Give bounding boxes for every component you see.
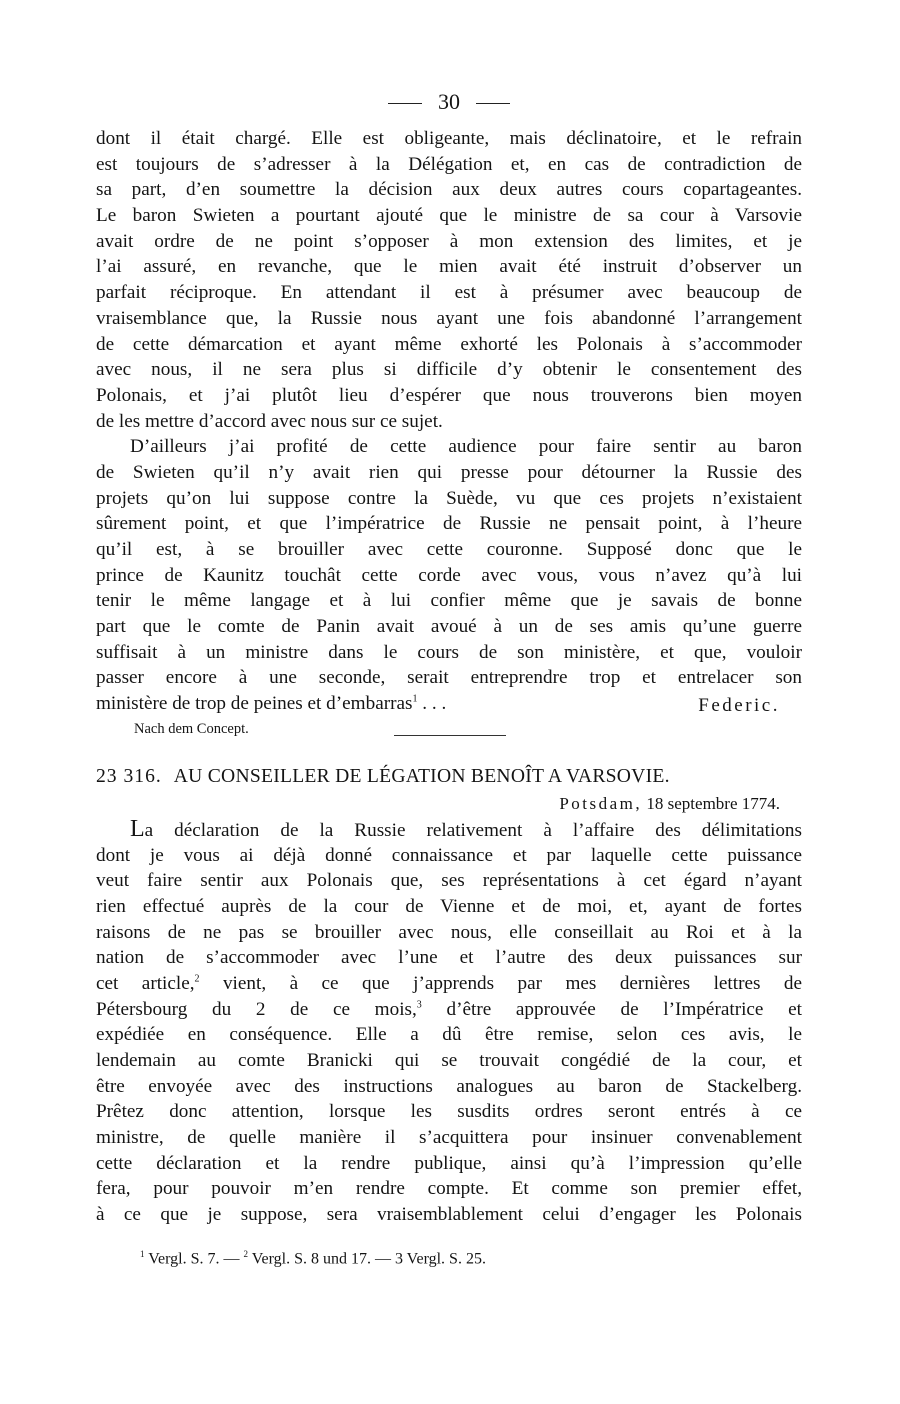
text-line: D’ailleurs j’ai profité de cette audience pour faire sentir au baron xyxy=(130,436,802,458)
text-line: nation de s’accommoder avec l’une et l’autre des deux puissances sur xyxy=(96,947,802,969)
text-line: est toujours de s’adresser à la Délégation et, en cas de contradiction de xyxy=(96,153,802,175)
text-line: ministre, de quelle manière il s’acquittera pour insinuer convenablement xyxy=(96,1127,802,1149)
text-line: part que le comte de Panin avait avoué à un de ses amis qu’une guerre xyxy=(96,616,802,638)
text-line: Le baron Swieten a pourtant ajouté que le ministre de sa cour à Varsovie xyxy=(96,205,802,227)
text-line: lendemain au comte Branicki qui se trouvait congédié de la cour, et xyxy=(96,1050,802,1071)
text-line xyxy=(96,691,802,717)
source-note: Nach dem Concept. xyxy=(134,720,249,737)
text-line: expédiée en conséquence. Elle a dû être remise, selon ces avis, le xyxy=(96,1024,802,1046)
text-line: vraisemblance que, la Russie nous ayant une fois abandonné l’arrangement xyxy=(96,307,802,329)
line-part: vient, à ce que j’apprends par mes dernières lettres de xyxy=(199,972,802,994)
text-line: à ce que je suppose, sera vraisemblablement celui d’engager les Polonais xyxy=(96,1204,802,1226)
text-line: suffisait à un ministre dans le cours de son ministère, et que, vouloir xyxy=(96,641,802,663)
place-date xyxy=(96,791,802,817)
text-line: dont je vous ai déjà donné connaissance et par laquelle cette puissance xyxy=(96,844,802,866)
date: 18 septembre 1774. xyxy=(646,793,780,813)
text-line: avait ordre de ne point s’opposer à mon extension des limites, et je xyxy=(96,230,802,252)
text-line: passer encore à une seconde, serait entreprendre trop et entrelacer son xyxy=(96,667,802,689)
text-line: fera, pour pouvoir m’en rendre compte. Et comme son premier effet, xyxy=(96,1178,802,1200)
header-dash-left xyxy=(388,103,422,104)
text-line: Polonais, et j’ai plutôt lieu d’espérer que nous trouverons bien moyen xyxy=(96,384,802,406)
letter-title: AU CONSEILLER DE LÉGATION BENOÎT A VARSOVIE. xyxy=(173,765,670,787)
text-line: l’ai assuré, en revanche, que le mien avait été instruit d’observer un xyxy=(96,256,802,278)
text-line: de les mettre d’accord avec nous sur ce sujet. xyxy=(96,410,443,432)
place: Potsdam, xyxy=(559,793,643,813)
footnote-text: 3 Vergl. S. 25. xyxy=(394,1250,486,1268)
letter1-paragraph-1 xyxy=(96,126,802,434)
footnote-marker: 1 xyxy=(412,693,418,705)
text-line: de Swieten qu’il n’y avait rien qui presse pour détourner la Russie des xyxy=(96,461,802,483)
text-line: projets qu’on lui suppose contre la Suède, vu que ces projets n’existaient xyxy=(96,487,802,509)
footnote-marker: 1 xyxy=(140,1248,145,1259)
text-line: qu’il est, à se brouiller avec cette couronne. Supposé donc que le xyxy=(96,539,802,560)
text-line: de cette démarcation et ayant même exhorté les Polonais à s’accommoder xyxy=(96,333,802,355)
letter-number: 23 316. xyxy=(96,765,162,787)
text-line: prince de Kaunitz touchât cette corde avec vous, vous n’avez qu’à lui xyxy=(96,564,802,586)
line-part: d’être approuvée de l’Impératrice et xyxy=(421,998,802,1020)
text-line: avec nous, il ne sera plus si difficile d’y obtenir le consentement des xyxy=(96,359,802,381)
footnote-text: Vergl. S. 7. — xyxy=(144,1250,244,1268)
line-part: cet article, xyxy=(96,972,195,994)
text-line: tenir le même langage et à lui confier même que je savais de bonne xyxy=(96,590,802,612)
footnote-marker: 3 xyxy=(416,999,422,1011)
footnote-marker: 2 xyxy=(243,1248,248,1259)
page-number: 30 xyxy=(438,89,460,114)
ellipsis: . . . xyxy=(417,693,447,715)
text-line: veut faire sentir aux Polonais que, ses représentations à cet égard n’ayant xyxy=(96,870,802,892)
text-line: cette déclaration et la rendre publique, ainsi qu’à l’impression qu’elle xyxy=(96,1152,802,1174)
page-header xyxy=(96,82,802,122)
text-line: raisons de ne pas se brouiller avec nous, elle conseillait au Roi et à la xyxy=(96,921,802,943)
text-line: sûrement point, et que l’impératrice de Russie ne pensait point, à l’heure xyxy=(96,513,802,535)
text-line xyxy=(96,817,802,843)
header-dash-right xyxy=(476,103,510,104)
first-line-text: a déclaration de la Russie relativement à l’affaire des délimitations xyxy=(144,819,802,841)
text-line: parfait réciproque. En attendant il est à présumer avec beaucoup de xyxy=(96,282,802,304)
letter2-heading xyxy=(96,763,802,791)
final-line-text: ministère de trop de peines et d’embarras xyxy=(96,693,413,715)
text-line xyxy=(96,997,802,1023)
document-page xyxy=(96,82,802,1392)
footnote-marker: 2 xyxy=(194,973,200,985)
footnote-text: Vergl. S. 8 und 17. — xyxy=(247,1250,395,1268)
section-divider xyxy=(394,735,506,736)
text-line: être envoyée avec des instructions analogues au baron de Stackelberg. xyxy=(96,1075,802,1097)
text-line: dont il était chargé. Elle est obligeante, mais déclinatoire, et le refrain xyxy=(96,128,802,149)
text-line: rien effectué auprès de la cour de Vienne et de moi, et, ayant de fortes xyxy=(96,895,802,917)
initial-letter: L xyxy=(130,816,145,842)
text-line xyxy=(96,971,802,997)
footnotes xyxy=(96,1242,802,1271)
text-line: sa part, d’en soumettre la décision aux deux autres cours copartageantes. xyxy=(96,179,802,201)
letter1-paragraph-2 xyxy=(96,434,802,717)
line-part: Pétersbourg du 2 de ce mois, xyxy=(96,998,417,1020)
signature: Federic. xyxy=(698,694,780,716)
text-line: Prêtez donc attention, lorsque les susdits ordres seront entrés à ce xyxy=(96,1101,802,1123)
letter2-paragraph-1 xyxy=(96,817,802,1228)
